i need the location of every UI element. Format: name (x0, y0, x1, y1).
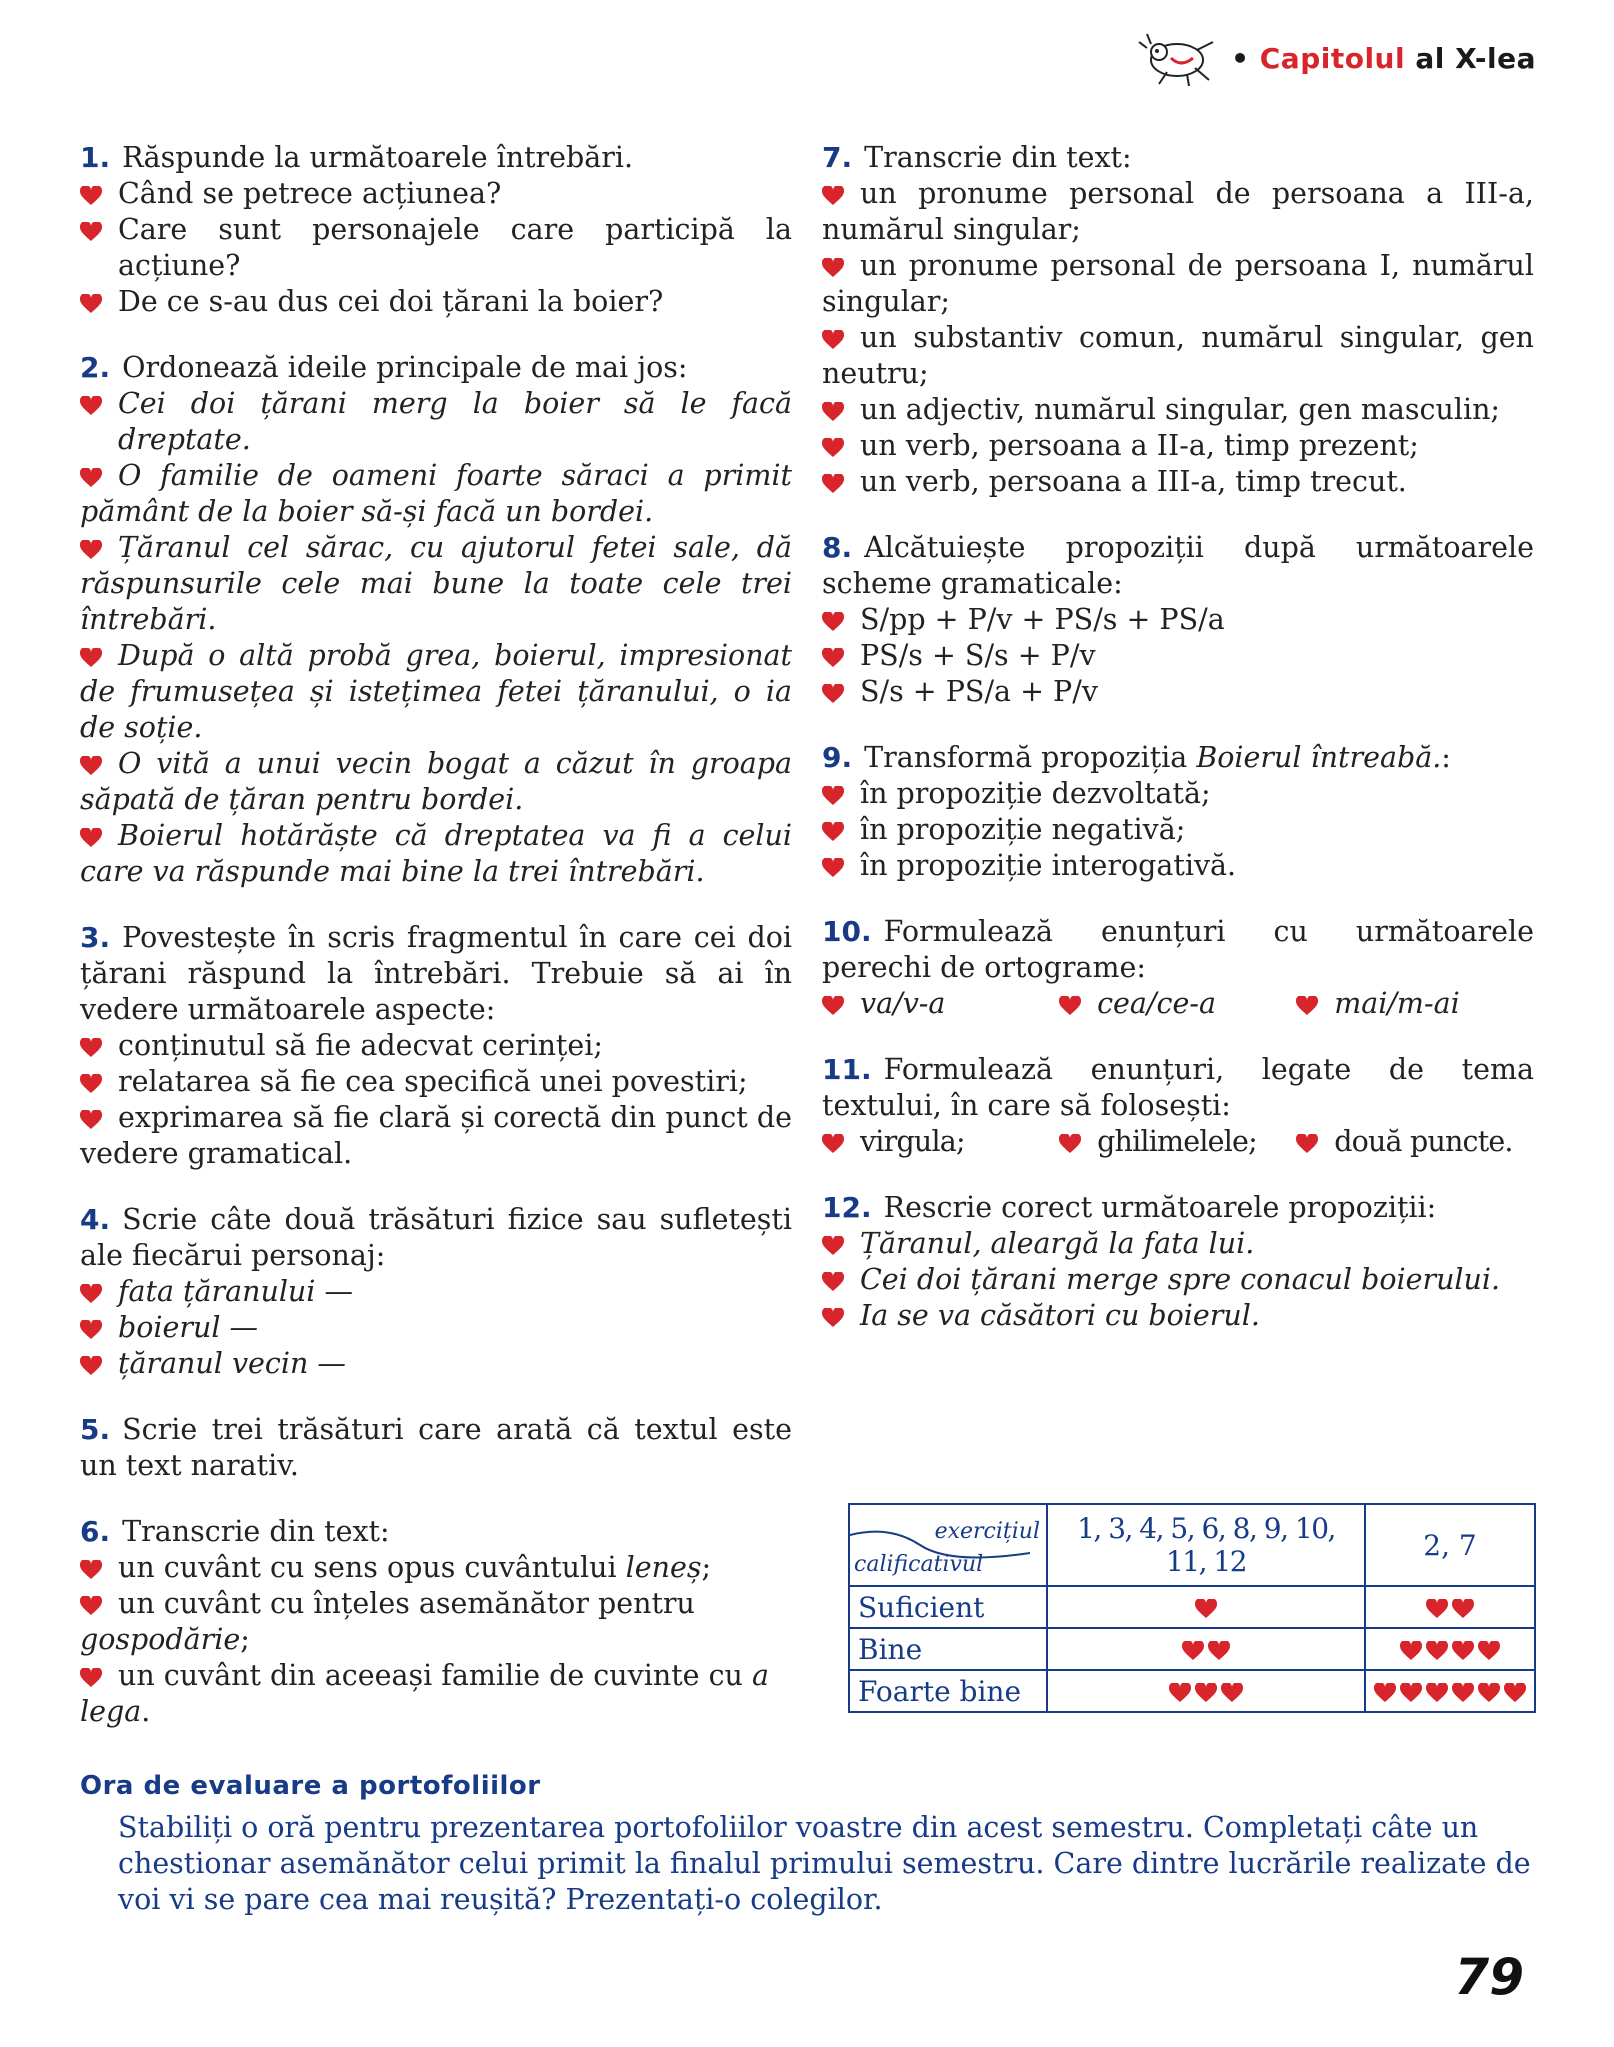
heart-icon (1400, 1641, 1422, 1661)
table-row (849, 1628, 1535, 1670)
list-item: S/pp + P/v + PS/s + PS/a (822, 602, 1534, 638)
list-item: exprimarea să fie clară și corectă din punct de vedere gramatical. (80, 1101, 792, 1170)
heart-bullet-icon (822, 258, 844, 278)
heart-bullet-icon (80, 1668, 102, 1688)
heart-bullet-icon (822, 438, 844, 458)
heart-bullet-icon (80, 1110, 102, 1130)
list-item: în propoziție dezvoltată; (822, 776, 1534, 812)
ortogram-row (822, 986, 1534, 1022)
hearts-cell (1365, 1586, 1535, 1628)
exercise-3 (80, 920, 792, 1172)
exercise-title: Transcrie din text: (864, 141, 1132, 174)
exercise-6 (80, 1514, 792, 1730)
heart-bullet-icon (1059, 996, 1081, 1016)
table-row (849, 1670, 1535, 1712)
list-item: un verb, persoana a II-a, timp prezent; (822, 428, 1534, 464)
heart-icon (1452, 1683, 1474, 1703)
exercise-title: Formulează enunțuri cu următoarele perechi de ortograme: (822, 915, 1534, 984)
mascot-icon (1137, 28, 1217, 88)
exercise-7 (822, 140, 1534, 500)
heart-bullet-icon (822, 1272, 844, 1292)
heart-bullet-icon (80, 294, 102, 314)
list-item: un substantiv comun, numărul singular, gen neutru; (822, 321, 1534, 390)
heart-icon (1478, 1641, 1500, 1661)
heart-bullet-icon (822, 858, 844, 878)
heart-icon (1504, 1683, 1526, 1703)
heart-bullet-icon (80, 828, 102, 848)
table-corner-cell (849, 1504, 1047, 1586)
heart-bullet-icon (80, 1596, 102, 1616)
exercise-12 (822, 1190, 1534, 1334)
heart-icon (1426, 1641, 1448, 1661)
exercise-10 (822, 914, 1534, 1022)
list-item: boierul — (80, 1310, 792, 1346)
row-label: Bine (849, 1628, 1047, 1670)
heart-bullet-icon (822, 1308, 844, 1328)
left-column (80, 140, 792, 1760)
heart-icon (1374, 1683, 1396, 1703)
heart-bullet-icon (822, 648, 844, 668)
heart-bullet-icon (80, 1038, 102, 1058)
heart-icon (1452, 1599, 1474, 1619)
table-row (849, 1586, 1535, 1628)
chapter-header (1137, 28, 1536, 88)
list-item: cea/ce-a (1059, 986, 1296, 1022)
exercise-number: 6. (80, 1515, 111, 1548)
list-item: două puncte. (1296, 1124, 1533, 1160)
section-body: Stabiliți o oră pentru prezentarea portofoliilor voastre din acest semestru. Completați câte un chestionar asemănător celui primit la finalul primului semestru. Care dintre lucrările realizate de voi vi se pare cea mai reușită? Prezentați-o colegilor. (118, 1811, 1531, 1916)
list-item: un verb, persoana a III-a, timp trecut. (822, 464, 1534, 500)
list-item: ghilimelele; (1059, 1124, 1296, 1160)
heart-bullet-icon (80, 468, 102, 488)
exercise-number: 5. (80, 1413, 111, 1446)
chapter-word: Capitolul (1259, 41, 1406, 75)
heart-icon (1208, 1641, 1230, 1661)
heart-bullet-icon (822, 684, 844, 704)
exercise-9: 9. Transformă propoziția Boierul întreabă.: în propoziție dezvoltată; în propoziție negativă; în propoziție interogativă. (822, 740, 1534, 884)
list-item: țăranul vecin — (80, 1346, 792, 1382)
exercise-5 (80, 1412, 792, 1484)
heart-bullet-icon (80, 222, 102, 242)
corner-label-grade: calificativul (854, 1552, 984, 1577)
heart-bullet-icon (1296, 996, 1318, 1016)
list-item: în propoziție interogativă. (822, 848, 1534, 884)
exercise-number: 12. (822, 1191, 872, 1224)
list-item: Cei doi țărani merge spre conacul boierului. (822, 1262, 1534, 1298)
heart-bullet-icon (1059, 1134, 1081, 1154)
heart-bullet-icon (80, 1074, 102, 1094)
exercise-2 (80, 350, 792, 890)
exercise-title: Răspunde la următoarele întrebări. (122, 141, 634, 174)
heart-icon (1221, 1683, 1243, 1703)
heart-bullet-icon (80, 186, 102, 206)
heart-bullet-icon (822, 474, 844, 494)
heart-bullet-icon (80, 648, 102, 668)
exercise-title: Rescrie corect următoarele propoziții: (883, 1191, 1437, 1224)
list-item: Țăranul, aleargă la fata lui. (822, 1226, 1534, 1262)
portfolio-section (80, 1768, 1540, 1918)
chapter-number: al X-lea (1415, 41, 1536, 75)
heart-icon (1182, 1641, 1204, 1661)
hearts-cell (1047, 1670, 1365, 1712)
heart-bullet-icon (80, 1356, 102, 1376)
heart-bullet-icon (822, 330, 844, 350)
list-item: Cei doi țărani merg la boier să le facă dreptate. (80, 386, 792, 458)
hearts-cell (1047, 1586, 1365, 1628)
list-item: Țăranul cel sărac, cu ajutorul fetei sale, dă răspunsurile cele mai bune la toate cele trei întrebări. (80, 531, 792, 636)
heart-bullet-icon (822, 1236, 844, 1256)
heart-icon (1195, 1599, 1217, 1619)
heart-icon (1169, 1683, 1191, 1703)
row-label: Suficient (849, 1586, 1047, 1628)
exercise-4 (80, 1202, 792, 1382)
right-column (822, 140, 1534, 1364)
list-item: Când se petrece acțiunea? (80, 176, 792, 212)
table-header-col2: 2, 7 (1365, 1504, 1535, 1586)
heart-bullet-icon (822, 786, 844, 806)
exercise-title: Ordonează ideile principale de mai jos: (122, 351, 688, 384)
heart-bullet-icon (822, 996, 844, 1016)
heart-bullet-icon (80, 1560, 102, 1580)
list-item: mai/m-ai (1296, 986, 1533, 1022)
list-item: un adjectiv, numărul singular, gen masculin; (822, 392, 1534, 428)
heart-icon (1452, 1641, 1474, 1661)
list-item: De ce s-au dus cei doi țărani la boier? (80, 284, 792, 320)
exercise-number: 11. (822, 1053, 872, 1086)
list-item: un cuvânt cu înțeles asemănător pentru gospodărie; (80, 1587, 695, 1656)
list-item: Boierul hotărăște că dreptatea va fi a celui care va răspunde mai bine la trei întrebări. (80, 819, 792, 888)
list-item: un pronume personal de persoana I, numărul singular; (822, 249, 1534, 318)
grading-table (848, 1503, 1536, 1713)
section-title: Ora de evaluare a portofoliilor (80, 1771, 541, 1801)
exercise-title: Alcătuiește propoziții după următoarele scheme gramaticale: (822, 531, 1534, 600)
heart-bullet-icon (822, 822, 844, 842)
exercise-number: 10. (822, 915, 872, 948)
heart-bullet-icon (822, 186, 844, 206)
list-item: După o altă probă grea, boierul, impresionat de frumusețea și istețimea fetei țăranului, o ia de soție. (80, 639, 792, 744)
exercise-title: Scrie câte două trăsături fizice sau sufletești ale fiecărui personaj: (80, 1203, 792, 1272)
exercise-number: 3. (80, 921, 111, 954)
heart-bullet-icon (822, 1134, 844, 1154)
chapter-title: • Capitolul al X-lea (1231, 41, 1536, 75)
list-item: un cuvânt cu sens opus cuvântului leneș; (80, 1550, 792, 1586)
heart-icon (1195, 1683, 1217, 1703)
exercise-number: 7. (822, 141, 853, 174)
heart-icon (1426, 1683, 1448, 1703)
heart-bullet-icon (80, 540, 102, 560)
list-item: un pronume personal de persoana a III-a, numărul singular; (822, 177, 1534, 246)
exercise-title: Povestește în scris fragmentul în care cei doi țărani răspund la întrebări. Trebuie să ai în vedere următoarele aspecte: (80, 921, 792, 1026)
list-item: un cuvânt din aceeași familie de cuvinte cu a lega. (80, 1659, 769, 1728)
exercise-1 (80, 140, 792, 320)
exercise-number: 9. (822, 741, 853, 774)
page-number: 79 (1454, 1948, 1524, 2006)
exercise-number: 1. (80, 141, 111, 174)
list-item: O familie de oameni foarte săraci a primit pământ de la boier să-și facă un bordei. (80, 459, 792, 528)
hearts-cell (1365, 1670, 1535, 1712)
list-item: PS/s + S/s + P/v (822, 638, 1534, 674)
corner-label-exercise: exercițiul (934, 1519, 1040, 1544)
heart-bullet-icon (822, 402, 844, 422)
heart-bullet-icon (822, 612, 844, 632)
heart-bullet-icon (80, 1284, 102, 1304)
exercise-11 (822, 1052, 1534, 1160)
exercise-number: 8. (822, 531, 853, 564)
list-item: virgula; (822, 1124, 1059, 1160)
list-item: O vită a unui vecin bogat a căzut în groapa săpată de țăran pentru bordei. (80, 747, 792, 816)
list-item: S/s + PS/a + P/v (822, 674, 1534, 710)
row-label: Foarte bine (849, 1670, 1047, 1712)
exercise-title: Formulează enunțuri, legate de tema textului, în care să folosești: (822, 1053, 1534, 1122)
list-item: relatarea să fie cea specifică unei povestiri; (80, 1064, 792, 1100)
table-header-col1: 1, 3, 4, 5, 6, 8, 9, 10, 11, 12 (1047, 1504, 1365, 1586)
heart-bullet-icon (80, 396, 102, 416)
list-item: fata țăranului — (80, 1274, 792, 1310)
heart-icon (1478, 1683, 1500, 1703)
list-item: Ia se va căsători cu boierul. (822, 1298, 1534, 1334)
heart-bullet-icon (80, 756, 102, 776)
exercise-number: 4. (80, 1203, 111, 1236)
heart-bullet-icon (80, 1320, 102, 1340)
hearts-cell (1047, 1628, 1365, 1670)
exercise-title: Scrie trei trăsături care arată că textul este un text narativ. (80, 1413, 792, 1482)
heart-icon (1426, 1599, 1448, 1619)
list-item: Care sunt personajele care participă la acțiune? (80, 212, 792, 284)
list-item: conținutul să fie adecvat cerinței; (80, 1028, 792, 1064)
list-item: va/v-a (822, 986, 1059, 1022)
heart-bullet-icon (1296, 1134, 1318, 1154)
heart-icon (1400, 1683, 1422, 1703)
punctuation-row (822, 1124, 1534, 1160)
exercise-8 (822, 530, 1534, 710)
exercise-title: Transcrie din text: (122, 1515, 390, 1548)
hearts-cell (1365, 1628, 1535, 1670)
exercise-number: 2. (80, 351, 111, 384)
list-item: în propoziție negativă; (822, 812, 1534, 848)
